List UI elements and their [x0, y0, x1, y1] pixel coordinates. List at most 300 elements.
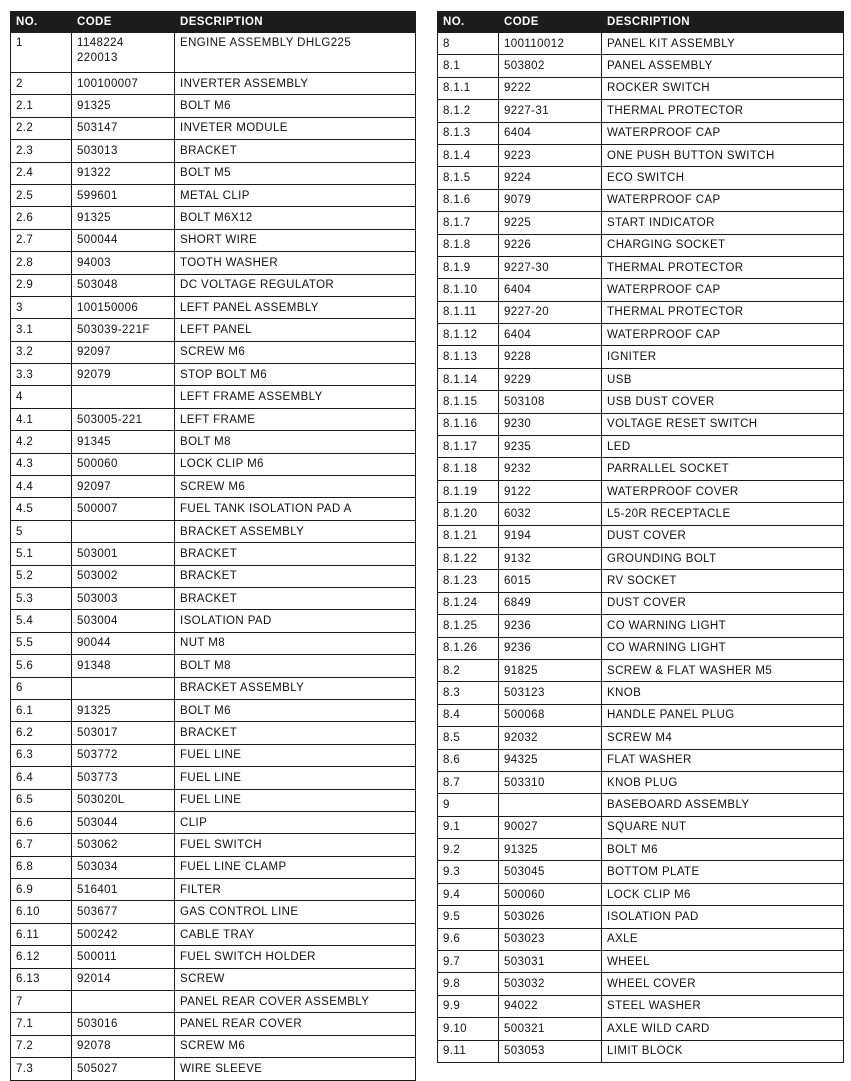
- cell-code: 500068: [499, 704, 602, 726]
- cell-no: 6.9: [11, 879, 72, 901]
- cell-description: THERMAL PROTECTOR: [602, 256, 844, 278]
- table-row: [438, 637, 844, 659]
- table-row: [438, 122, 844, 144]
- cell-code: [72, 520, 175, 542]
- cell-no: 8.1.20: [438, 503, 499, 525]
- table-row: [438, 55, 844, 77]
- cell-description: KNOB: [602, 682, 844, 704]
- cell-description: WHEEL: [602, 951, 844, 973]
- cell-description: FUEL LINE: [175, 789, 416, 811]
- cell-description: BOLT M6: [602, 839, 844, 861]
- cell-code: 599601: [72, 184, 175, 206]
- cell-no: 5: [11, 520, 72, 542]
- table-row: [11, 296, 416, 318]
- cell-description: WATERPROOF CAP: [602, 189, 844, 211]
- table-row: [438, 100, 844, 122]
- table-row: [11, 408, 416, 430]
- cell-description: GAS CONTROL LINE: [175, 901, 416, 923]
- cell-code: 500007: [72, 498, 175, 520]
- cell-code: 100100007: [72, 73, 175, 95]
- table-row: [11, 722, 416, 744]
- cell-no: 2.1: [11, 95, 72, 117]
- table-row: [11, 565, 416, 587]
- cell-no: 6.13: [11, 968, 72, 990]
- table-row: [438, 749, 844, 771]
- cell-no: 4: [11, 386, 72, 408]
- cell-description: START INDICATOR: [602, 212, 844, 234]
- table-row: [438, 995, 844, 1017]
- cell-no: 6.4: [11, 767, 72, 789]
- cell-code: 516401: [72, 879, 175, 901]
- cell-description: SCREW M6: [175, 1035, 416, 1057]
- cell-code: 6849: [499, 592, 602, 614]
- table-row: [11, 520, 416, 542]
- cell-code: 91825: [499, 659, 602, 681]
- cell-code: 503772: [72, 744, 175, 766]
- table-row: [11, 856, 416, 878]
- cell-description: LOCK CLIP M6: [175, 453, 416, 475]
- cell-description: THERMAL PROTECTOR: [602, 301, 844, 323]
- cell-code: 91345: [72, 431, 175, 453]
- cell-no: 7.1: [11, 1013, 72, 1035]
- cell-description: FLAT WASHER: [602, 749, 844, 771]
- cell-description: PANEL REAR COVER: [175, 1013, 416, 1035]
- cell-code: 92032: [499, 727, 602, 749]
- cell-no: 6.3: [11, 744, 72, 766]
- table-row: [11, 1035, 416, 1057]
- table-row: [438, 256, 844, 278]
- table-row: [11, 162, 416, 184]
- cell-description: INVERTER ASSEMBLY: [175, 73, 416, 95]
- cell-description: INVETER MODULE: [175, 117, 416, 139]
- cell-code: 503026: [499, 906, 602, 928]
- cell-description: SCREW & FLAT WASHER M5: [602, 659, 844, 681]
- cell-no: 8.4: [438, 704, 499, 726]
- table-row: [438, 391, 844, 413]
- table-row: [11, 229, 416, 251]
- cell-no: 5.5: [11, 632, 72, 654]
- cell-code: 503062: [72, 834, 175, 856]
- cell-code: 503044: [72, 811, 175, 833]
- cell-description: IGNITER: [602, 346, 844, 368]
- cell-description: ROCKER SWITCH: [602, 77, 844, 99]
- cell-code: 9223: [499, 144, 602, 166]
- table-row: [11, 386, 416, 408]
- cell-description: STEEL WASHER: [602, 995, 844, 1017]
- cell-no: 6.6: [11, 811, 72, 833]
- cell-description: LEFT FRAME: [175, 408, 416, 430]
- table-row: [11, 453, 416, 475]
- cell-code: 503001: [72, 543, 175, 565]
- table-row: [438, 839, 844, 861]
- cell-code: 9236: [499, 615, 602, 637]
- cell-description: RV SOCKET: [602, 570, 844, 592]
- table-row: [438, 570, 844, 592]
- table-row: [438, 928, 844, 950]
- header-description: DESCRIPTION: [175, 12, 416, 33]
- cell-code: 91348: [72, 655, 175, 677]
- cell-description: L5-20R RECEPTACLE: [602, 503, 844, 525]
- cell-no: 8.1.18: [438, 458, 499, 480]
- table-row: [11, 923, 416, 945]
- table-row: [438, 682, 844, 704]
- cell-description: METAL CLIP: [175, 184, 416, 206]
- cell-no: 6.1: [11, 699, 72, 721]
- cell-description: CHARGING SOCKET: [602, 234, 844, 256]
- table-row: [438, 704, 844, 726]
- cell-description: USB DUST COVER: [602, 391, 844, 413]
- cell-description: LEFT PANEL ASSEMBLY: [175, 296, 416, 318]
- cell-code: 94003: [72, 252, 175, 274]
- cell-no: 9.4: [438, 883, 499, 905]
- cell-code: 91325: [72, 207, 175, 229]
- cell-code: 9227-20: [499, 301, 602, 323]
- cell-no: 9.1: [438, 816, 499, 838]
- table-row: [438, 480, 844, 502]
- cell-code: [72, 386, 175, 408]
- code-line: 1148224: [77, 37, 124, 49]
- cell-no: 7: [11, 991, 72, 1013]
- table-row: [11, 1013, 416, 1035]
- cell-code: 503123: [499, 682, 602, 704]
- table-body: [11, 33, 416, 1081]
- cell-no: 5.2: [11, 565, 72, 587]
- cell-code: 92078: [72, 1035, 175, 1057]
- cell-description: FUEL LINE: [175, 744, 416, 766]
- cell-no: 2: [11, 73, 72, 95]
- cell-no: 8.1.17: [438, 436, 499, 458]
- cell-description: KNOB PLUG: [602, 771, 844, 793]
- table-row: [438, 973, 844, 995]
- cell-code: 90044: [72, 632, 175, 654]
- cell-description: LIMIT BLOCK: [602, 1040, 844, 1062]
- cell-no: 9.11: [438, 1040, 499, 1062]
- cell-no: 8.7: [438, 771, 499, 793]
- cell-no: 3.2: [11, 341, 72, 363]
- cell-description: BRACKET: [175, 587, 416, 609]
- parts-table-left: [10, 11, 416, 1081]
- cell-description: BRACKET: [175, 565, 416, 587]
- cell-description: PANEL ASSEMBLY: [602, 55, 844, 77]
- cell-description: CLIP: [175, 811, 416, 833]
- cell-no: 8.6: [438, 749, 499, 771]
- cell-code: 6404: [499, 324, 602, 346]
- cell-code: 9226: [499, 234, 602, 256]
- header-no: NO.: [11, 12, 72, 33]
- table-row: [438, 346, 844, 368]
- table-row: [11, 33, 416, 73]
- table-row: [438, 167, 844, 189]
- cell-no: 9.7: [438, 951, 499, 973]
- cell-no: 7.3: [11, 1058, 72, 1080]
- table-row: [11, 655, 416, 677]
- cell-code: 9236: [499, 637, 602, 659]
- table-row: [11, 207, 416, 229]
- table-row: [438, 33, 844, 55]
- table-row: [438, 234, 844, 256]
- cell-no: 9.8: [438, 973, 499, 995]
- table-row: [438, 368, 844, 390]
- cell-code: 503016: [72, 1013, 175, 1035]
- cell-description: BRACKET ASSEMBLY: [175, 677, 416, 699]
- cell-no: 5.4: [11, 610, 72, 632]
- cell-no: 2.8: [11, 252, 72, 274]
- cell-code: [72, 677, 175, 699]
- cell-no: 8.1.22: [438, 547, 499, 569]
- cell-no: 8.1.14: [438, 368, 499, 390]
- table-row: [11, 811, 416, 833]
- table-row: [438, 883, 844, 905]
- cell-code: 503032: [499, 973, 602, 995]
- cell-description: SQUARE NUT: [602, 816, 844, 838]
- cell-no: 2.5: [11, 184, 72, 206]
- cell-description: PANEL KIT ASSEMBLY: [602, 33, 844, 55]
- table-row: [438, 727, 844, 749]
- cell-description: ISOLATION PAD: [602, 906, 844, 928]
- table-row: [11, 879, 416, 901]
- table-row: [11, 610, 416, 632]
- cell-code: 500242: [72, 923, 175, 945]
- cell-no: 7.2: [11, 1035, 72, 1057]
- table-row: [11, 834, 416, 856]
- cell-code: 503004: [72, 610, 175, 632]
- table-row: [11, 95, 416, 117]
- table-row: [11, 543, 416, 565]
- cell-code: 503013: [72, 140, 175, 162]
- cell-code: 500011: [72, 946, 175, 968]
- cell-description: BRACKET: [175, 722, 416, 744]
- cell-code: 9079: [499, 189, 602, 211]
- cell-description: ECO SWITCH: [602, 167, 844, 189]
- table-row: [11, 184, 416, 206]
- cell-description: FUEL SWITCH HOLDER: [175, 946, 416, 968]
- table-row: [11, 252, 416, 274]
- cell-no: 8.1.12: [438, 324, 499, 346]
- cell-no: 2.3: [11, 140, 72, 162]
- cell-code: 9132: [499, 547, 602, 569]
- cell-no: 8.1.7: [438, 212, 499, 234]
- cell-description: BRACKET: [175, 543, 416, 565]
- cell-description: BRACKET ASSEMBLY: [175, 520, 416, 542]
- cell-no: 8.2: [438, 659, 499, 681]
- cell-no: 6.5: [11, 789, 72, 811]
- table-row: [438, 525, 844, 547]
- cell-no: 8.1.4: [438, 144, 499, 166]
- cell-description: BOLT M6X12: [175, 207, 416, 229]
- cell-description: BOLT M8: [175, 655, 416, 677]
- table-row: [438, 816, 844, 838]
- cell-code: 503005-221: [72, 408, 175, 430]
- cell-description: BOLT M8: [175, 431, 416, 453]
- cell-code: [499, 794, 602, 816]
- cell-no: 8.1.23: [438, 570, 499, 592]
- table-row: [11, 73, 416, 95]
- table-header: [438, 12, 844, 33]
- cell-description: LED: [602, 436, 844, 458]
- cell-description: BOLT M6: [175, 699, 416, 721]
- cell-code: 91325: [72, 95, 175, 117]
- cell-description: LEFT PANEL: [175, 319, 416, 341]
- table-row: [11, 476, 416, 498]
- cell-code: 503773: [72, 767, 175, 789]
- cell-description: THERMAL PROTECTOR: [602, 100, 844, 122]
- cell-code: [72, 991, 175, 1013]
- cell-code: 91322: [72, 162, 175, 184]
- cell-no: 9.5: [438, 906, 499, 928]
- cell-code: 6404: [499, 279, 602, 301]
- cell-description: SCREW: [175, 968, 416, 990]
- cell-code: 503039-221F: [72, 319, 175, 341]
- table-row: [11, 677, 416, 699]
- cell-no: 8.1: [438, 55, 499, 77]
- cell-no: 6.12: [11, 946, 72, 968]
- cell-description: TOOTH WASHER: [175, 252, 416, 274]
- cell-description: USB: [602, 368, 844, 390]
- cell-code: 6032: [499, 503, 602, 525]
- cell-code: 503045: [499, 861, 602, 883]
- cell-no: 8.1.25: [438, 615, 499, 637]
- cell-description: DUST COVER: [602, 592, 844, 614]
- table-row: [438, 212, 844, 234]
- cell-code: 503023: [499, 928, 602, 950]
- cell-code: 500060: [72, 453, 175, 475]
- table-row: [11, 364, 416, 386]
- cell-no: 8.1.1: [438, 77, 499, 99]
- table-row: [11, 946, 416, 968]
- cell-description: CO WARNING LIGHT: [602, 615, 844, 637]
- cell-description: ONE PUSH BUTTON SWITCH: [602, 144, 844, 166]
- table-row: [438, 951, 844, 973]
- cell-code: 9228: [499, 346, 602, 368]
- cell-code: 91325: [72, 699, 175, 721]
- table-row: [11, 117, 416, 139]
- cell-no: 6: [11, 677, 72, 699]
- cell-description: VOLTAGE RESET SWITCH: [602, 413, 844, 435]
- table-row: [438, 503, 844, 525]
- cell-no: 1: [11, 33, 72, 73]
- cell-code: 100150006: [72, 296, 175, 318]
- cell-description: NUT M8: [175, 632, 416, 654]
- cell-description: WATERPROOF COVER: [602, 480, 844, 502]
- header-no: NO.: [438, 12, 499, 33]
- cell-description: FILTER: [175, 879, 416, 901]
- cell-no: 8.1.21: [438, 525, 499, 547]
- table-row: [438, 144, 844, 166]
- table-row: [11, 789, 416, 811]
- header-code: CODE: [499, 12, 602, 33]
- cell-description: BOLT M6: [175, 95, 416, 117]
- cell-no: 2.9: [11, 274, 72, 296]
- cell-code: 9225: [499, 212, 602, 234]
- cell-description: AXLE: [602, 928, 844, 950]
- cell-description: ISOLATION PAD: [175, 610, 416, 632]
- cell-no: 8.1.15: [438, 391, 499, 413]
- cell-code: 9224: [499, 167, 602, 189]
- cell-code: 9227-31: [499, 100, 602, 122]
- cell-code: 9235: [499, 436, 602, 458]
- table-row: [438, 458, 844, 480]
- table-row: [11, 901, 416, 923]
- cell-description: BOLT M5: [175, 162, 416, 184]
- cell-code: 9194: [499, 525, 602, 547]
- parts-table-right: [437, 11, 844, 1063]
- table-row: [11, 968, 416, 990]
- cell-code: 503048: [72, 274, 175, 296]
- table-row: [438, 861, 844, 883]
- table-row: [11, 744, 416, 766]
- cell-description: GROUNDING BOLT: [602, 547, 844, 569]
- cell-no: 4.3: [11, 453, 72, 475]
- cell-code: 9229: [499, 368, 602, 390]
- cell-no: 6.2: [11, 722, 72, 744]
- cell-code: 94022: [499, 995, 602, 1017]
- cell-no: 6.8: [11, 856, 72, 878]
- cell-description: WATERPROOF CAP: [602, 122, 844, 144]
- cell-description: DUST COVER: [602, 525, 844, 547]
- cell-code: 92097: [72, 341, 175, 363]
- cell-description: SCREW M4: [602, 727, 844, 749]
- cell-no: 8.1.2: [438, 100, 499, 122]
- cell-code: 6404: [499, 122, 602, 144]
- cell-description: BASEBOARD ASSEMBLY: [602, 794, 844, 816]
- table-row: [11, 140, 416, 162]
- table-row: [11, 1058, 416, 1080]
- cell-no: 4.4: [11, 476, 72, 498]
- cell-no: 4.1: [11, 408, 72, 430]
- cell-no: 8.5: [438, 727, 499, 749]
- table-row: [438, 771, 844, 793]
- cell-code: 6015: [499, 570, 602, 592]
- table-row: [11, 767, 416, 789]
- cell-description: FUEL SWITCH: [175, 834, 416, 856]
- cell-no: 8.1.3: [438, 122, 499, 144]
- cell-no: 3.3: [11, 364, 72, 386]
- table-row: [438, 592, 844, 614]
- cell-code: 503020L: [72, 789, 175, 811]
- cell-description: AXLE WILD CARD: [602, 1018, 844, 1040]
- cell-no: 2.6: [11, 207, 72, 229]
- table-row: [438, 1040, 844, 1062]
- cell-no: 8.1.24: [438, 592, 499, 614]
- cell-no: 8.1.13: [438, 346, 499, 368]
- cell-code: 500044: [72, 229, 175, 251]
- cell-no: 4.5: [11, 498, 72, 520]
- cell-code: 9122: [499, 480, 602, 502]
- cell-code: 100110012: [499, 33, 602, 55]
- cell-description: HANDLE PANEL PLUG: [602, 704, 844, 726]
- cell-no: 9.9: [438, 995, 499, 1017]
- cell-no: 5.6: [11, 655, 72, 677]
- cell-description: FUEL LINE CLAMP: [175, 856, 416, 878]
- cell-no: 5.3: [11, 587, 72, 609]
- cell-description: SCREW M6: [175, 341, 416, 363]
- table-row: [11, 341, 416, 363]
- cell-description: LEFT FRAME ASSEMBLY: [175, 386, 416, 408]
- cell-no: 8.1.26: [438, 637, 499, 659]
- cell-code: 503310: [499, 771, 602, 793]
- table-row: [11, 319, 416, 341]
- cell-code: 503002: [72, 565, 175, 587]
- cell-code: 9230: [499, 413, 602, 435]
- cell-description: LOCK CLIP M6: [602, 883, 844, 905]
- table-row: [11, 991, 416, 1013]
- cell-no: 6.10: [11, 901, 72, 923]
- table-row: [438, 906, 844, 928]
- cell-no: 8.1.9: [438, 256, 499, 278]
- cell-description: PARRALLEL SOCKET: [602, 458, 844, 480]
- cell-description: FUEL LINE: [175, 767, 416, 789]
- cell-no: 6.7: [11, 834, 72, 856]
